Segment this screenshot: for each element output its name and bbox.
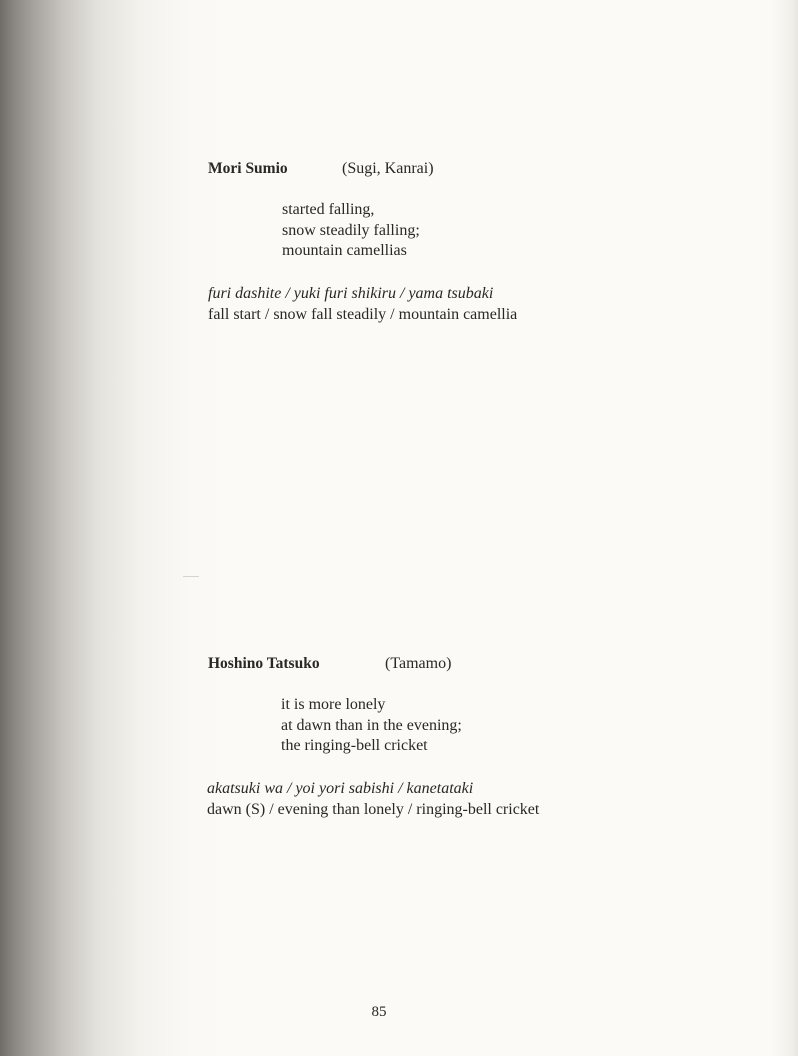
haiku-translation [281,695,462,757]
paper-mark [183,576,199,577]
haiku-romaji: furi dashite / yuki furi shikiru / yama tsubaki [208,285,494,302]
poet-name: Mori Sumio [208,160,288,177]
translation-line: it is more lonely [281,696,386,713]
poet-name: Hoshino Tatsuko [208,655,320,672]
translation-line: started falling, [282,201,375,218]
poet-source: (Tamamo) [385,655,452,672]
haiku-translation [282,200,420,262]
haiku-gloss: dawn (S) / evening than lonely / ringing-bell cricket [207,801,540,818]
poet-source: (Sugi, Kanrai) [342,160,434,177]
haiku-romaji: akatsuki wa / yoi yori sabishi / kanetataki [207,780,474,797]
translation-line: mountain camellias [282,242,407,259]
page-number: 85 [371,1004,387,1020]
haiku-gloss: fall start / snow fall steadily / mountain camellia [208,306,518,323]
translation-line: the ringing-bell cricket [281,737,428,754]
translation-line: snow steadily falling; [282,221,420,239]
translation-line: at dawn than in the evening; [281,716,462,734]
